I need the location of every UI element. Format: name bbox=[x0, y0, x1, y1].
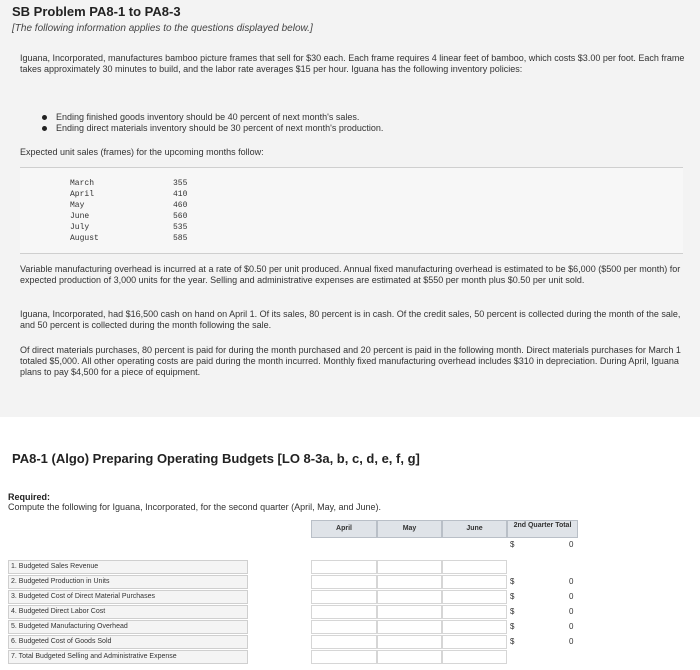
june-input[interactable] bbox=[442, 575, 507, 589]
sales-month: April bbox=[70, 190, 95, 199]
row-currency: $ bbox=[510, 592, 515, 601]
required-label: Required: bbox=[8, 492, 51, 502]
april-input[interactable] bbox=[311, 620, 377, 634]
column-header-may: May bbox=[377, 520, 442, 538]
column-header-june: June bbox=[442, 520, 507, 538]
sales-row bbox=[70, 200, 220, 211]
row-currency: $ bbox=[510, 622, 515, 631]
may-input[interactable] bbox=[377, 650, 442, 664]
column-header-quarter-total: 2nd Quarter Total bbox=[507, 520, 578, 538]
may-input[interactable] bbox=[377, 575, 442, 589]
sales-label: Expected unit sales (frames) for the upcoming months follow: bbox=[20, 147, 264, 157]
table-row bbox=[8, 635, 578, 649]
sales-month: July bbox=[70, 223, 90, 232]
row-currency: $ bbox=[510, 637, 515, 646]
sales-units: 585 bbox=[173, 234, 188, 243]
sales-row bbox=[70, 233, 220, 244]
cash-paragraph: Iguana, Incorporated, had $16,500 cash on hand on April 1. Of its sales, 80 percent is in cash. Of the credit sales, 50 percent is collected during the month of the sale, and 50 percent is collected during the month following the sale. bbox=[20, 309, 681, 330]
april-input[interactable] bbox=[311, 590, 377, 604]
sales-row bbox=[70, 222, 220, 233]
policy-item: Ending direct materials inventory should be 30 percent of next month's production. bbox=[42, 123, 383, 134]
sales-row bbox=[70, 211, 220, 222]
row-label: 2. Budgeted Production in Units bbox=[8, 575, 248, 589]
may-input[interactable] bbox=[377, 620, 442, 634]
row-total: 0 bbox=[569, 607, 574, 616]
sales-units: 355 bbox=[173, 179, 188, 188]
sales-units: 535 bbox=[173, 223, 188, 232]
april-input[interactable] bbox=[311, 560, 377, 574]
row-label: 5. Budgeted Manufacturing Overhead bbox=[8, 620, 248, 634]
april-input[interactable] bbox=[311, 575, 377, 589]
june-input[interactable] bbox=[442, 635, 507, 649]
row-currency: $ bbox=[510, 607, 515, 616]
sales-row bbox=[70, 178, 220, 189]
intro-paragraph: Iguana, Incorporated, manufactures bamboo picture frames that sell for $30 each. Each frame requires 4 linear feet of bamboo, which costs $3.00 per foot. Each frame takes approximately 30 minutes to build, and the labor rate averages $15 per hour. Iguana has the following inventory policies: bbox=[20, 53, 685, 74]
june-input[interactable] bbox=[442, 605, 507, 619]
page-title: SB Problem PA8-1 to PA8-3 bbox=[12, 4, 181, 19]
sales-table bbox=[20, 167, 683, 254]
budget-table bbox=[8, 520, 578, 665]
june-input[interactable] bbox=[442, 650, 507, 664]
table-row bbox=[8, 605, 578, 619]
may-input[interactable] bbox=[377, 605, 442, 619]
sales-units: 410 bbox=[173, 190, 188, 199]
june-input[interactable] bbox=[442, 590, 507, 604]
column-header-april: April bbox=[311, 520, 377, 538]
row-total: 0 bbox=[569, 637, 574, 646]
sales-month: June bbox=[70, 212, 90, 221]
row-total: 0 bbox=[569, 592, 574, 601]
budget-rows bbox=[8, 560, 578, 665]
row-label: 7. Total Budgeted Selling and Administrative Expense bbox=[8, 650, 248, 664]
required-text: Compute the following for Iguana, Incorporated, for the second quarter (April, May, and June). bbox=[8, 502, 382, 512]
policy-item: Ending finished goods inventory should be 40 percent of next month's sales. bbox=[42, 112, 383, 123]
row-total: 0 bbox=[569, 577, 574, 586]
june-input[interactable] bbox=[442, 560, 507, 574]
sales-row bbox=[70, 189, 220, 200]
table-row bbox=[8, 575, 578, 589]
april-input[interactable] bbox=[311, 605, 377, 619]
april-input[interactable] bbox=[311, 650, 377, 664]
table-row bbox=[8, 560, 578, 574]
june-input[interactable] bbox=[442, 620, 507, 634]
row-label: 4. Budgeted Direct Labor Cost bbox=[8, 605, 248, 619]
row-total: 0 bbox=[569, 622, 574, 631]
may-input[interactable] bbox=[377, 635, 442, 649]
table-row bbox=[8, 620, 578, 634]
section-title: PA8-1 (Algo) Preparing Operating Budgets [LO 8-3a, b, c, d, e, f, g] bbox=[12, 451, 420, 466]
sales-month: May bbox=[70, 201, 85, 210]
info-note: [The following information applies to the questions displayed below.] bbox=[12, 23, 313, 34]
row-label: 6. Budgeted Cost of Goods Sold bbox=[8, 635, 248, 649]
may-input[interactable] bbox=[377, 590, 442, 604]
total-value: 0 bbox=[569, 540, 574, 549]
row-currency: $ bbox=[510, 577, 515, 586]
overhead-paragraph: Variable manufacturing overhead is incurred at a rate of $0.50 per unit produced. Annual fixed manufacturing overhead is estimated to be $6,000 ($500 per month) for expected production of 3,000 units for the year. Selling and administrative expenses are estimated at $550 per month plus $0.50 per unit sold. bbox=[20, 264, 681, 285]
sales-month: March bbox=[70, 179, 95, 188]
currency-symbol: $ bbox=[510, 540, 515, 549]
row-label: 1. Budgeted Sales Revenue bbox=[8, 560, 248, 574]
sales-month: August bbox=[70, 234, 99, 243]
purchases-paragraph: Of direct materials purchases, 80 percent is paid for during the month purchased and 20 percent is paid in the following month. Direct materials purchases for March 1 totaled $5,000. All other operating costs are paid during the month incurred. Monthly fixed manufacturing overhead includes $310 in depreciation. During April, Iguana plans to pay $4,500 for a piece of equipment. bbox=[20, 345, 681, 377]
row-label: 3. Budgeted Cost of Direct Material Purchases bbox=[8, 590, 248, 604]
sales-units: 560 bbox=[173, 212, 188, 221]
sales-units: 460 bbox=[173, 201, 188, 210]
table-row bbox=[8, 650, 578, 664]
april-input[interactable] bbox=[311, 635, 377, 649]
may-input[interactable] bbox=[377, 560, 442, 574]
policy-list bbox=[42, 112, 383, 134]
table-row bbox=[8, 590, 578, 604]
